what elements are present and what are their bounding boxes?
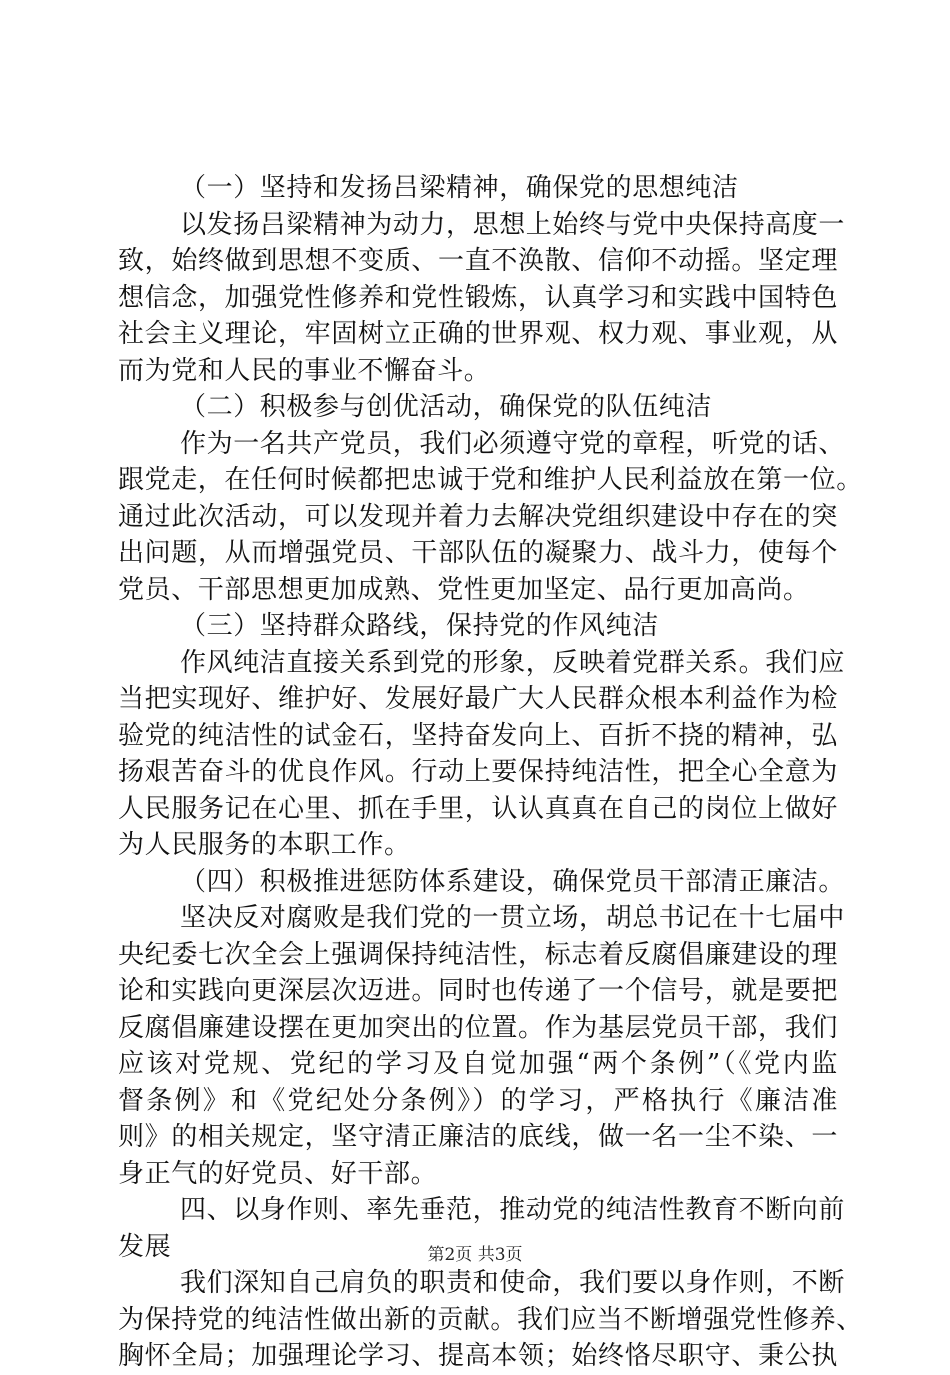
text-line: 身正气的好党员、好干部。: [118, 1158, 438, 1189]
text-line: 应该对党规、党纪的学习及自觉加强“两个条例”（《党内监: [118, 1049, 838, 1079]
text-line: （三）坚持群众路线，保持党的作风纯洁: [180, 611, 659, 641]
text-line: 为保持党的纯洁性做出新的贡献。我们应当不断增强党性修养、: [118, 1304, 863, 1335]
text-line: 央纪委七次全会上强调保持纯洁性，标志着反腐倡廉建设的理: [118, 939, 838, 970]
text-line: 胸怀全局；加强理论学习、提高本领；始终恪尽职守、秉公执: [118, 1341, 838, 1371]
text-line: 为人民服务的本职工作。: [118, 830, 411, 860]
text-line: 当把实现好、维护好、发展好最广大人民群众根本利益作为检: [118, 684, 838, 714]
text-line: 党员、干部思想更加成熟、党性更加坚定、品行更加高尚。: [118, 574, 810, 605]
text-line: 验党的纯洁性的试金石，坚持奋发向上、百折不挠的精神，弘: [118, 720, 838, 751]
text-line: 发展: [118, 1231, 172, 1262]
text-line: 作为一名共产党员，我们必须遵守党的章程，听党的话、: [180, 428, 846, 459]
text-line: 出问题，从而增强党员、干部队伍的凝聚力、战斗力，使每个: [118, 538, 838, 568]
text-line: 扬艰苦奋斗的优良作风。行动上要保持纯洁性，把全心全意为: [118, 757, 838, 787]
text-line: 跟党走，在任何时候都把忠诚于党和维护人民利益放在第一位。: [118, 465, 863, 495]
text-line: 我们深知自己肩负的职责和使命，我们要以身作则，不断: [180, 1268, 846, 1298]
text-line: 致，始终做到思想不变质、一直不涣散、信仰不动摇。坚定理: [118, 246, 838, 276]
text-line: 社会主义理论，牢固树立正确的世界观、权力观、事业观，从: [118, 319, 838, 349]
text-line: 而为党和人民的事业不懈奋斗。: [118, 355, 491, 386]
document-body: [118, 170, 863, 1375]
text-line: （一）坚持和发扬吕梁精神，确保党的思想纯洁: [180, 173, 739, 203]
text-line: 反腐倡廉建设摆在更加突出的位置。作为基层党员干部，我们: [118, 1012, 838, 1043]
text-line: 以发扬吕梁精神为动力，思想上始终与党中央保持高度一: [180, 209, 846, 240]
text-line: （四）积极推进惩防体系建设，确保党员干部清正廉洁。: [180, 866, 846, 897]
text-line: 通过此次活动，可以发现并着力去解决党组织建设中存在的突: [118, 501, 838, 532]
text-line: 督条例》和《党纪处分条例》）的学习，严格执行《廉洁准: [118, 1085, 838, 1116]
text-line: 论和实践向更深层次迈进。同时也传递了一个信号，就是要把: [118, 976, 838, 1006]
page-footer: 第2页 共3页: [427, 1245, 523, 1265]
text-line: （二）积极参与创优活动，确保党的队伍纯洁: [180, 392, 713, 422]
text-line: 想信念，加强党性修养和党性锻炼，认真学习和实践中国特色: [118, 282, 838, 313]
text-line: 作风纯洁直接关系到党的形象，反映着党群关系。我们应: [180, 647, 846, 678]
text-line: 人民服务记在心里、抓在手里，认认真真在自己的岗位上做好: [118, 793, 838, 824]
text-line: 四、以身作则、率先垂范，推动党的纯洁性教育不断向前: [180, 1195, 846, 1225]
text-line: 坚决反对腐败是我们党的一贯立场，胡总书记在十七届中: [180, 903, 846, 933]
text-line: 则》的相关规定，坚守清正廉洁的底线，做一名一尘不染、一: [118, 1122, 838, 1152]
